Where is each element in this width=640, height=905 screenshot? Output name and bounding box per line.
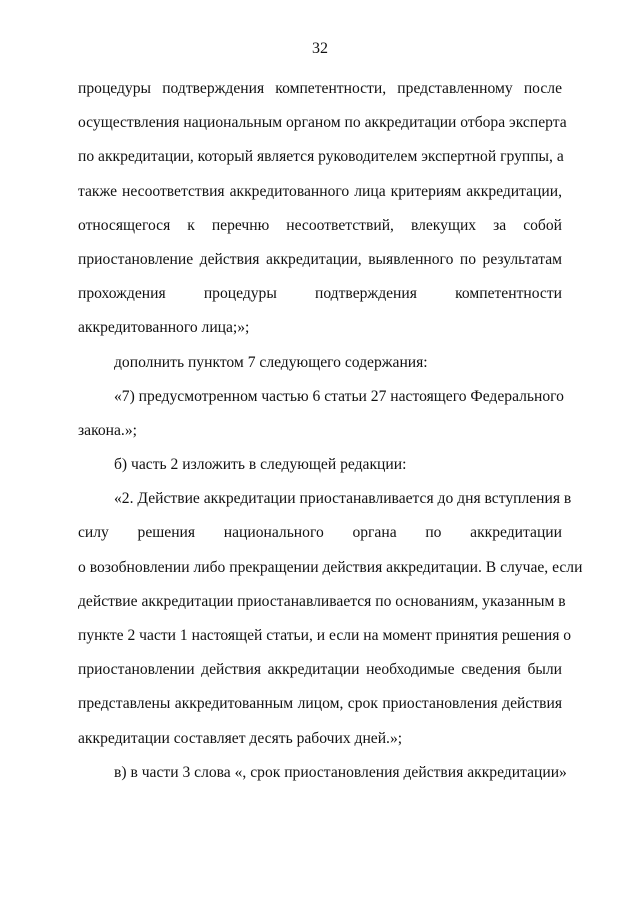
text-line: приостановлении действия аккредитации необходимые сведения были [78, 661, 562, 679]
text-line: прохождения процедуры подтверждения компетентности [78, 285, 562, 303]
paragraph-first-line: в) в части 3 слова «, срок приостановления действия аккредитации» [114, 763, 567, 781]
paragraph-first-line: дополнить пунктом 7 следующего содержания: [114, 353, 428, 371]
text-line: приостановление действия аккредитации, выявленного по результатам [78, 250, 562, 268]
text-line: действие аккредитации приостанавливается по основаниям, указанным в [78, 592, 566, 610]
paragraph-first-line: б) часть 2 изложить в следующей редакции: [114, 456, 407, 474]
text-line: закона.»; [78, 421, 137, 439]
text-line: силу решения национального органа по аккредитации [78, 524, 562, 542]
paragraph-first-line: «2. Действие аккредитации приостанавливается до дня вступления в [114, 490, 572, 508]
text-line: также несоответствия аккредитованного лица критериям аккредитации, [78, 182, 562, 200]
text-line: представлены аккредитованным лицом, срок приостановления действия [78, 695, 562, 713]
text-line: аккредитации составляет десять рабочих дней.»; [78, 729, 403, 747]
text-line: относящегося к перечню несоответствий, влекущих за собой [78, 216, 562, 234]
document-body [78, 72, 583, 790]
paragraph-first-line: «7) предусмотренном частью 6 статьи 27 настоящего Федерального [114, 387, 564, 405]
text-line: процедуры подтверждения компетентности, представленному после [78, 80, 562, 97]
text-line: аккредитованного лица;»; [78, 319, 250, 337]
text-line: пункте 2 части 1 настоящей статьи, и если на момент принятия решения о [78, 627, 572, 644]
page-number: 32 [312, 40, 328, 57]
text-line: осуществления национальным органом по аккредитации отбора эксперта [78, 114, 567, 132]
text-line: по аккредитации, который является руководителем экспертной группы, а [78, 148, 564, 166]
text-line: о возобновлении либо прекращении действия аккредитации. В случае, если [78, 558, 583, 576]
